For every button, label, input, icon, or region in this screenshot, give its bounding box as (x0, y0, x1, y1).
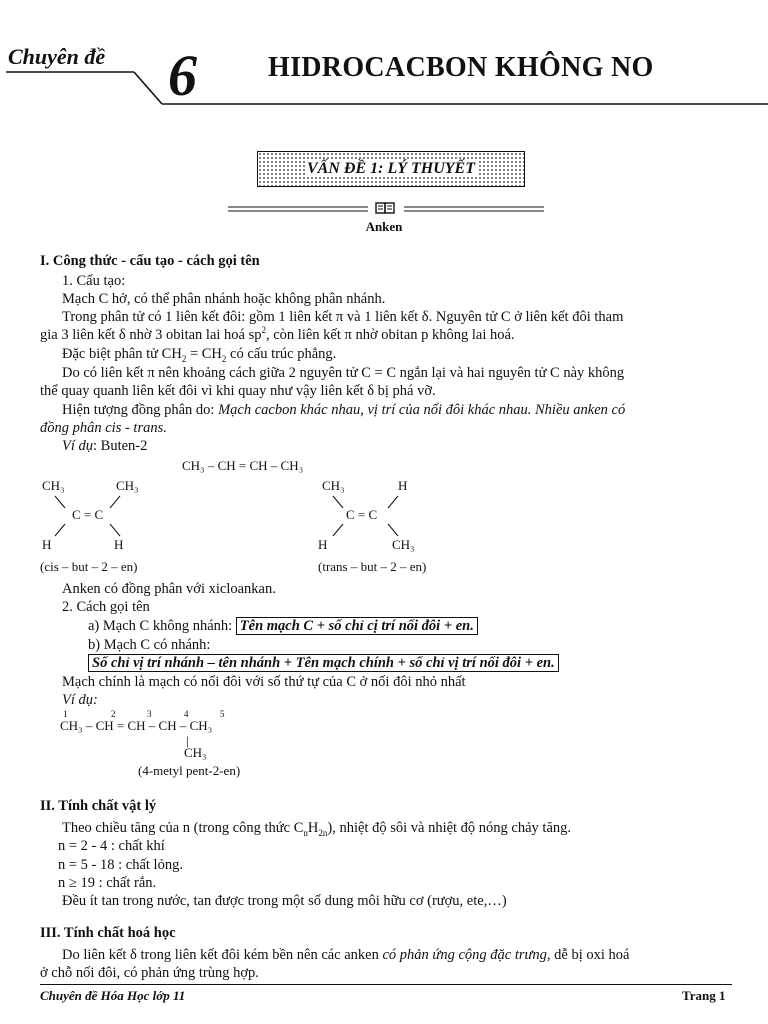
formula-buten: CH₃ – CH = CH – CH₃ (182, 458, 304, 473)
trans-top-right: H (398, 478, 408, 493)
trans-top-left: CH₃ (322, 478, 345, 493)
formula-chain: CH₃ – CH = CH – CH – CH₃ (60, 718, 213, 733)
chapter-title: HIDROCACBON KHÔNG NO (268, 52, 654, 83)
section-banner (257, 151, 525, 187)
section-heading-2: II. Tính chất vật lý (40, 798, 157, 814)
naming-rule-b-label: b) Mạch C có nhánh: (88, 637, 211, 653)
banner-label: VẤN ĐỀ 1: LÝ THUYẾT (307, 160, 475, 177)
section-heading-3: III. Tính chất hoá học (40, 925, 176, 941)
cis-top-left: CH₃ (42, 478, 65, 493)
paragraph: Mạch C hở, có thể phân nhánh hoặc không phân nhánh. (62, 291, 386, 307)
paragraph: gia 3 liên kết δ nhờ 3 obitan lai hoá $sp^2$, còn liên kết π nhờ obitan p không lai hoá. (40, 325, 515, 343)
subheading-structure: 1. Cấu tạo: (62, 273, 126, 289)
trans-bottom-right: CH₃ (392, 537, 415, 552)
paragraph: Hiện tượng đồng phân do: Mạch cacbon khác nhau, vị trí của nối đôi khác nhau. Nhiều anken có (62, 402, 626, 418)
naming-rule-a: a) Mạch C không nhánh: Tên mạch C + số chỉ cị trí nối đôi + en. (88, 617, 478, 635)
cis-center: C = C (72, 507, 104, 522)
paragraph: Do có liên kết π nên khoảng cách giữa 2 nguyên tử C = C ngắn lại và hai nguyên tử C này không (62, 365, 625, 381)
topic-title: Anken (365, 219, 403, 234)
state-liquid: n = 5 - 18 : chất lỏng. (58, 857, 183, 873)
carbon-number: 2 (111, 709, 116, 719)
example-label: Ví dụ: Buten-2 (62, 438, 148, 454)
carbon-number: 5 (220, 709, 225, 719)
paragraph: thể quay quanh liên kết đôi vì khi quay như vậy liên kết δ bị phá vỡ. (40, 383, 436, 399)
branch-group: CH₃ (184, 745, 207, 760)
paragraph: Đều ít tan trong nước, tan được trong một số dung môi hữu cơ (rượu, ete,…) (62, 893, 507, 909)
branch-bond: | (186, 733, 189, 748)
trans-label: (trans – but – 2 – en) (318, 559, 427, 574)
paragraph: ở chỗ nối đôi, có phản ứng trùng hợp. (40, 965, 259, 981)
trans-bonds (318, 490, 428, 540)
chain-name-label: (4-metyl pent-2-en) (138, 763, 241, 778)
book-icon (376, 203, 394, 213)
page-number: Trang 1 (682, 988, 726, 1003)
paragraph: Theo chiều tăng của n (trong công thức $C_nH_{2n}$), nhiệt độ sôi và nhiệt độ nóng chảy tăng. (62, 820, 572, 838)
chapter-number: 6 (168, 43, 197, 108)
footer-book-title: Chuyên đề Hóa Học lớp 11 (40, 988, 186, 1003)
paragraph: Đặc biệt phân tử $CH_2 = CH_2$ có cấu trúc phẳng. (62, 346, 337, 364)
subheading-naming: 2. Cách gọi tên (62, 599, 150, 615)
carbon-number: 3 (147, 709, 152, 719)
carbon-number: 4 (184, 709, 189, 719)
trans-bottom-left: H (318, 537, 328, 552)
cis-bottom-right: H (114, 537, 124, 552)
paragraph: Anken có đồng phân với xicloankan. (62, 581, 276, 597)
carbon-number: 1 (63, 709, 68, 719)
paragraph: Do liên kết δ trong liên kết đôi kém bền nên các anken có phản ứng cộng đặc trưng, dễ bị oxi hoá (62, 947, 630, 963)
cis-label: (cis – but – 2 – en) (40, 559, 138, 574)
paragraph: đồng phân cis - trans. (40, 420, 167, 436)
cis-bonds (40, 490, 150, 540)
paragraph: Trong phân tử có 1 liên kết đôi: gồm 1 liên kết π và 1 liên kết δ. Nguyên tử C ở liên kết đôi tham (62, 309, 624, 325)
state-solid: n ≥ 19 : chất rắn. (58, 875, 157, 891)
chapter-label: Chuyên đề (8, 44, 106, 69)
state-gas: n = 2 - 4 : chất khí (58, 838, 165, 854)
naming-rule-b: Số chỉ vị trí nhánh – tên nhánh + Tên mạch chính + số chỉ vị trí nối đôi + en. (88, 654, 559, 672)
divider-ornament (228, 200, 544, 218)
cis-top-right: CH₃ (116, 478, 139, 493)
cis-bottom-left: H (42, 537, 52, 552)
trans-center: C = C (346, 507, 378, 522)
paragraph: Mạch chính là mạch có nối đôi với số thứ tự của C ở nối đôi nhỏ nhất (62, 674, 466, 690)
example-label-2: Ví dụ: (62, 692, 98, 708)
footer-rule (40, 984, 732, 985)
section-heading-1: I. Công thức - cấu tạo - cách gọi tên (40, 253, 260, 269)
